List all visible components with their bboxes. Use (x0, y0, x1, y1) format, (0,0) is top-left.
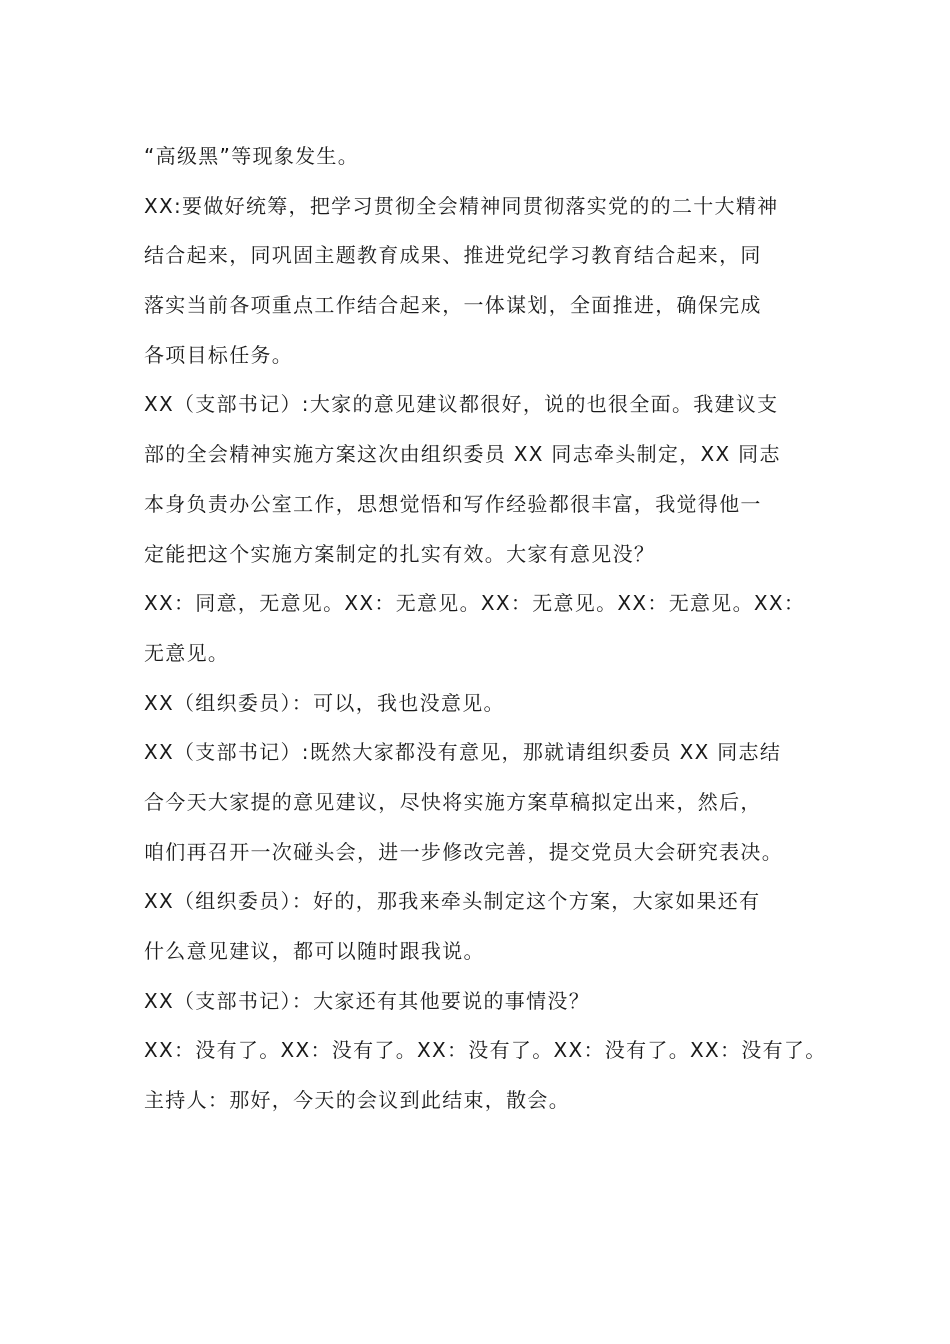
text-line: “高级黑”等现象发生。 (144, 144, 360, 168)
text-line: 定能把这个实施方案制定的扎实有效。大家有意见没？ (144, 541, 656, 566)
text-line: XX：同意，无意见。XX：无意见。XX：无意见。XX：无意见。XX： (144, 591, 806, 616)
text-line: 无意见。 (144, 640, 230, 665)
text-line: XX（支部书记）:大家的意见建议都很好，说的也很全面。我建议支 (144, 392, 779, 417)
text-line: XX:要做好统筹，把学习贯彻全会精神同贯彻落实党的的二十大精神 (144, 193, 779, 218)
text-line: XX（组织委员）：可以，我也没意见。 (144, 690, 505, 715)
text-line: 什么意见建议，都可以随时跟我说。 (144, 939, 485, 963)
text-line: XX（支部书记）:既然大家都没有意见，那就请组织委员 XX 同志结 (144, 740, 782, 765)
text-line: 咱们再召开一次碰头会，进一步修改完善，提交党员大会研究表决。 (144, 839, 783, 864)
text-line: XX（支部书记）：大家还有其他要说的事情没？ (144, 988, 591, 1013)
text-line: XX：没有了。XX：没有了。XX：没有了。XX：没有了。XX：没有了。 (144, 1038, 827, 1063)
text-line: 落实当前各项重点工作结合起来，一体谋划，全面推进，确保完成 (144, 293, 762, 318)
text-line: 本身负责办公室工作，思想觉悟和写作经验都很丰富，我觉得他一 (144, 491, 762, 516)
text-line: 主持人：那好，今天的会议到此结束，散会。 (144, 1088, 570, 1113)
document-body (144, 132, 827, 1126)
text-line: 结合起来，同巩固主题教育成果、推进党纪学习教育结合起来，同 (144, 243, 762, 268)
text-line: 部的全会精神实施方案这次由组织委员 XX 同志牵头制定，XX 同志 (144, 442, 781, 467)
text-line: XX（组织委员）：好的，那我来牵头制定这个方案，大家如果还有 (144, 889, 761, 914)
text-line: 合今天大家提的意见建议，尽快将实施方案草稿拟定出来，然后， (144, 789, 762, 814)
text-line: 各项目标任务。 (144, 342, 294, 367)
